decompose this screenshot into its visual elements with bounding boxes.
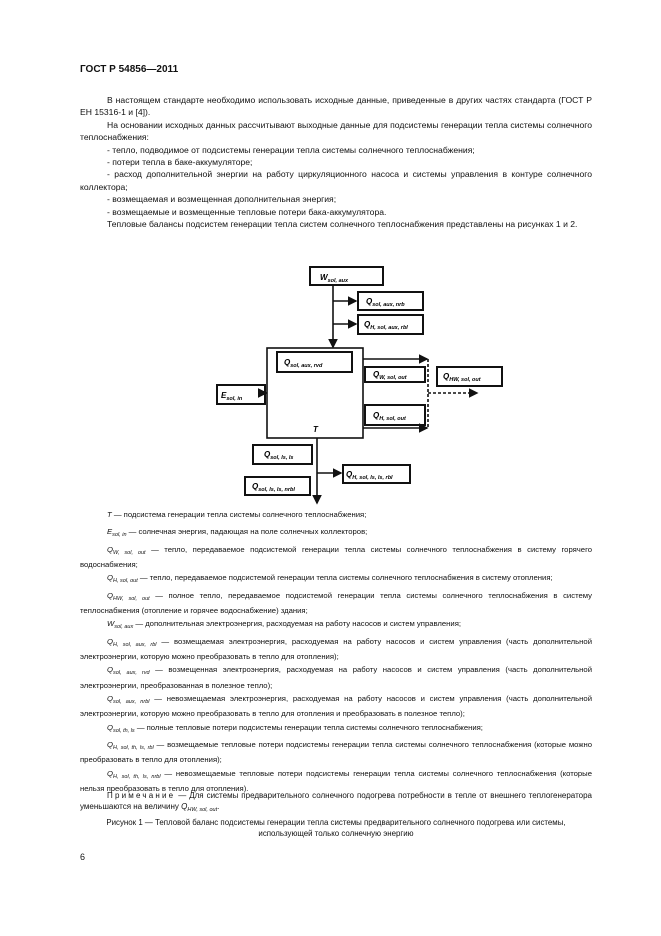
svg-text:T: T [313, 425, 318, 434]
svg-text:Qsol, aux, rvd: $Q_{sol, aux, rvd}$ [284, 358, 323, 369]
paragraph: В настоящем стандарте необходимо использовать исходные данные, приведенные в других частях стандарта (ГОСТ Р ЕН 15316-1 и [4]). [80, 95, 592, 118]
svg-text:Esol, in: $E_{sol, in}$ [221, 391, 243, 402]
legend-item: $Q_{W, sol, out}$ — тепло, передаваемое подсистемой генерации тепла системы солнечного теплоснабжения в систему горячего водоснабжения; [80, 544, 592, 569]
list-item: - тепло, подводимое от подсистемы генерации тепла системы солнечного теплоснабжения; [107, 144, 475, 155]
legend-item: $Q_{H, sol, out}$ — тепло, передаваемое подсистемой генерации тепла системы солнечного теплоснабжения в систему отопления; [107, 573, 553, 585]
figure-caption: Рисунок 1 — Тепловой баланс подсистемы генерации тепла системы предварительного солнечного подогрева или системы, использующей только солнечную энергию [106, 818, 566, 838]
svg-text:Qsol, aux, nrb: $Q_{sol, aux, nrb}$ [366, 297, 405, 308]
note: Примечание — Для системы предварительного солнечного подогрева потребности в тепле от внешнего теплогенератора уменьшаются на величину $Q_{HW, sol, out}$. [80, 791, 592, 814]
legend-item: $Q_{sol, aux, rvd}$ — возмещенная электроэнергия, расходуемая на работу насосов и систем управления (часть дополнительной электроэнергии, преобразованная в полезное тепло); [80, 665, 592, 690]
list-item: - потери тепла в баке-аккумуляторе; [107, 157, 253, 168]
legend-item: $W_{sol, aux}$ — дополнительная электроэнергия, расходуемая на работу насосов и систем управления; [107, 619, 461, 631]
page-number: 6 [80, 852, 86, 862]
svg-text:QH, sol, ls, ls, rbl: $Q_{H, sol, ls, ls, rbl}$ [346, 470, 393, 481]
legend-item: $E_{sol, in}$ — солнечная энергия, падающая на поле солнечных коллекторов; [107, 527, 368, 539]
legend-item: $Q_{HW, sol, out}$ — полное тепло, передаваемое подсистемой генерации тепла системы солнечного теплоснабжения в систему теплоснабжения (отопление и горячее водоснабжение) здания; [80, 590, 592, 615]
svg-text:QH, sol, out: $Q_{H, sol, out}$ [373, 411, 406, 422]
list-item: - расход дополнительной энергии на работу циркуляционного насоса и системы управления в контуре солнечного коллектора; [80, 169, 592, 192]
legend-item: $Q_{H, sol, aux, rbl}$ — возмещаемая электроэнергия, расходуемая на работу насосов и систем управления (часть дополнительной электроэнергии, которую можно преобразовать в тепло для отопления); [80, 636, 592, 661]
paragraph: На основании исходных данных рассчитывают выходные данные для подсистемы генерации тепла системы солнечного теплоснабжения: [80, 119, 592, 143]
figure-legend [80, 509, 592, 796]
svg-text:QH, sol, aux, rbl: $Q_{H, sol, aux, rbl}$ [364, 320, 408, 331]
legend-item: $Q_{H, sol, th, ls, nrbl}$ — невозмещаемые тепловые потери подсистемы генерации тепла системы солнечного теплоснабжения (которые нельзя преобразовать в тепло для отопления). [80, 768, 592, 793]
svg-text:QHW, sol, out: $Q_{HW, sol, out}$ [443, 372, 481, 383]
label-w-sol-aux: $W_{sol, aux}$ [320, 273, 349, 284]
legend-item: T — подсистема генерации тепла системы солнечного теплоснабжения; [107, 510, 367, 519]
legend-item: $Q_{sol, aux, nrbl}$ — невозмещаемая электроэнергия, расходуемая на работу насосов и систем управления (часть дополнительной электроэнергии, которую можно преобразовать в тепло для отопления и преобразовать в полезное тепло); [80, 693, 592, 719]
svg-text:Qsol, ls, ls: $Q_{sol, ls, ls}$ [264, 450, 294, 461]
document-header: ГОСТ Р 54856—2011 [80, 64, 179, 75]
list-item: - возмещаемая и возмещенная дополнительная энергия; [107, 194, 337, 205]
svg-text:QW, sol, out: $Q_{W, sol, out}$ [373, 370, 407, 381]
list-item: - возмещаемые и возмещенные тепловые потери бака-аккумулятора. [107, 206, 387, 217]
legend-item: $Q_{sol, th, ls}$ — полные тепловые потери подсистемы генерации тепла системы солнечного теплоснабжения; [107, 722, 483, 734]
legend-item: $Q_{H, sol, th, ls, rbl}$ — возмещаемые тепловые потери подсистемы генерации тепла системы солнечного теплоснабжения (которые можно преобразовать в тепло для отопления); [80, 739, 592, 765]
svg-text:Qsol, ls, ls, nrbl: $Q_{sol, ls, ls, nrbl}$ [252, 482, 295, 493]
paragraph: Тепловые балансы подсистем генерации тепла систем солнечного теплоснабжения представлены на рисунках 1 и 2. [107, 219, 578, 230]
